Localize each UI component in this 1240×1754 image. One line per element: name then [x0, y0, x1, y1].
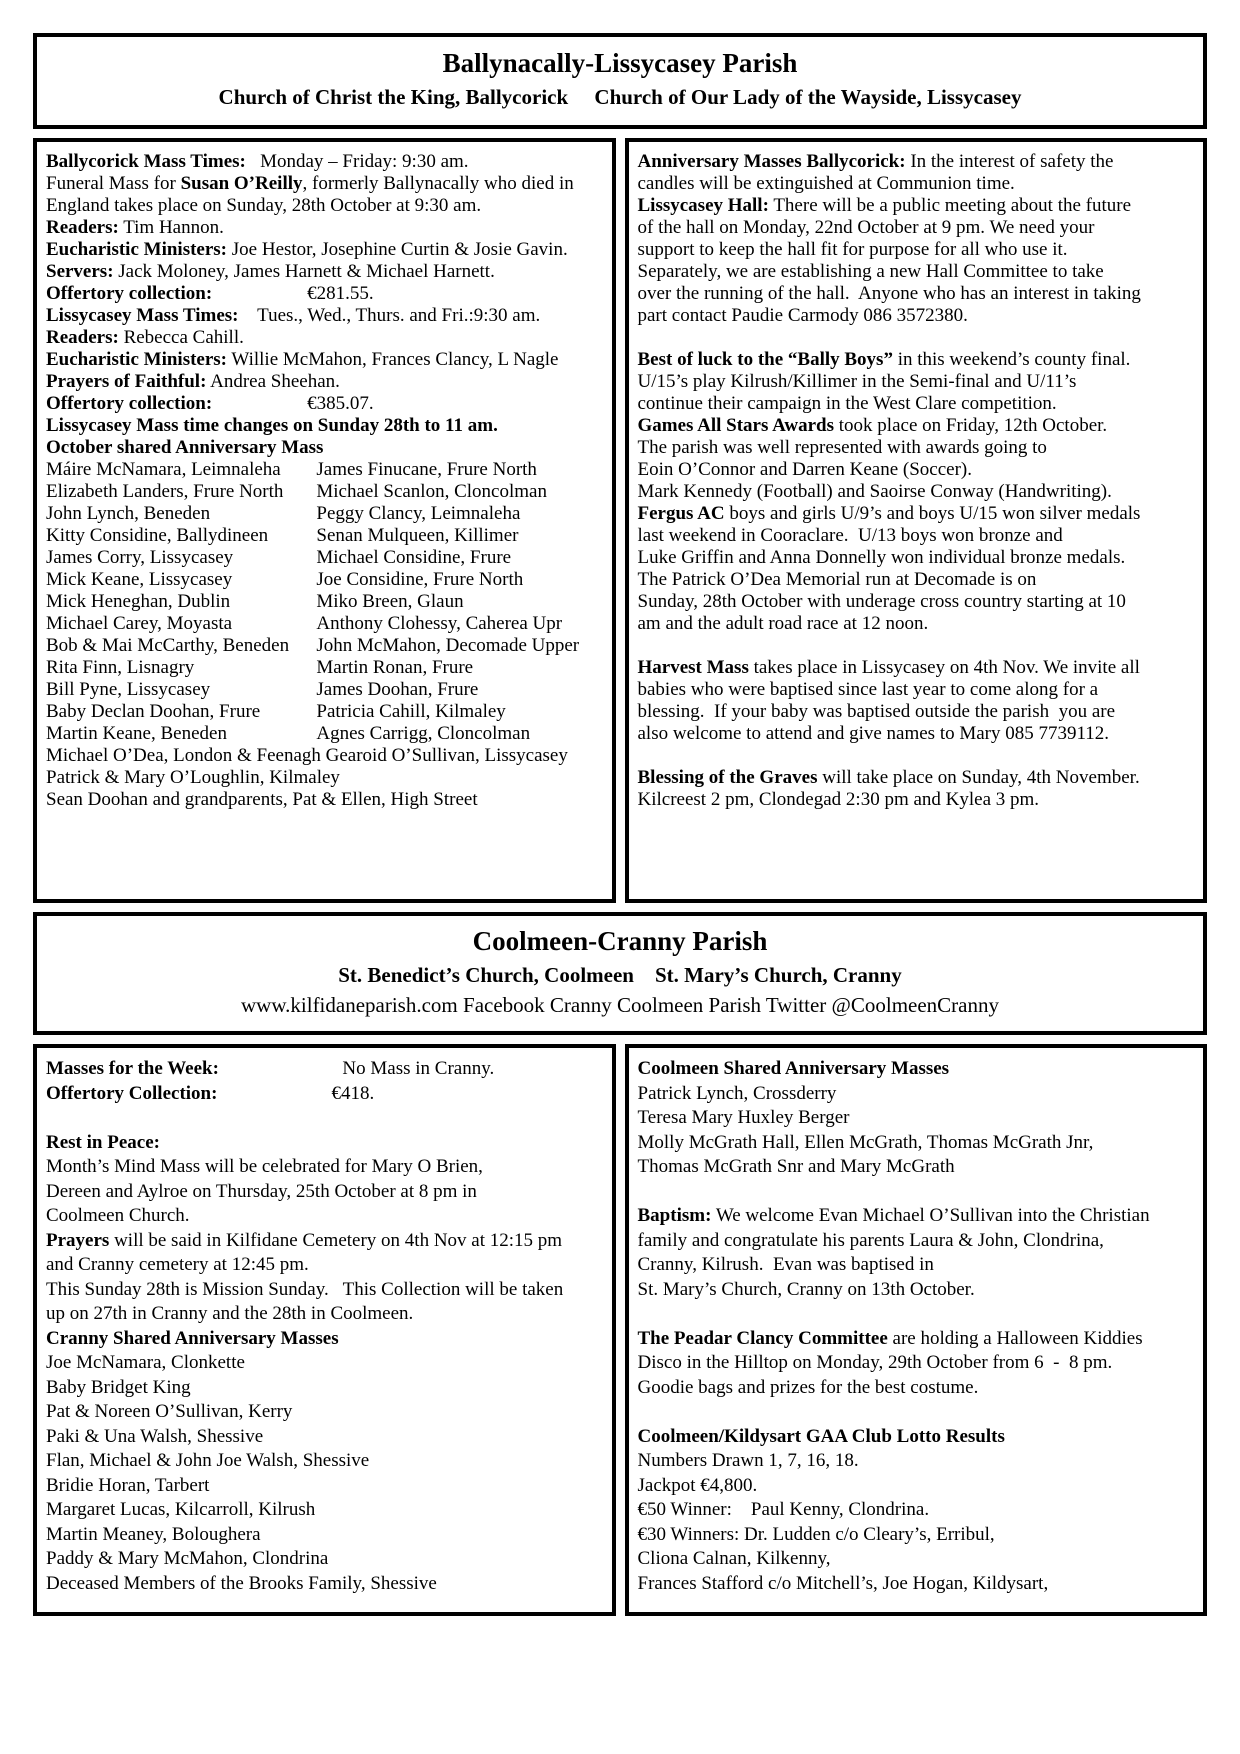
text-line: [638, 217, 1196, 239]
text-run: last weekend in Cooraclare. U/13 boys won bronze and: [637, 525, 1063, 547]
text-run: In the interest of safety the: [905, 151, 1114, 173]
text-run: Funeral Mass for: [46, 173, 181, 195]
text-run: No Mass in Cranny.: [218, 1058, 495, 1080]
text-line: [638, 789, 1196, 811]
text-line: [316, 723, 603, 745]
text-line: [46, 1204, 604, 1229]
text-line: [638, 679, 1196, 701]
text-run: Eoin O’Connor and Darren Keane (Soccer).: [637, 459, 972, 481]
text-run: Flan, Michael & John Joe Walsh, Shessive: [46, 1450, 370, 1472]
text-line: [638, 459, 1196, 481]
text-run: took place on Friday, 12th October.: [834, 415, 1108, 437]
text-line: [316, 591, 603, 613]
text-run: There will be a public meeting about the future: [768, 195, 1132, 217]
text-run: Pat & Noreen O’Sullivan, Kerry: [46, 1401, 293, 1423]
text-run: takes place in Lissycasey on 4th Nov. We invite all: [748, 657, 1140, 679]
text-line: [46, 569, 316, 591]
text-line: [638, 1449, 1196, 1474]
anniversary-names-col2: [316, 459, 603, 745]
text-line: [638, 239, 1196, 261]
text-run: Paddy & Mary McMahon, Clondrina: [46, 1548, 329, 1570]
text-run: Coolmeen Church.: [46, 1205, 190, 1227]
text-run: part contact Paudie Carmody 086 3572380.: [637, 305, 968, 327]
text-run: candles will be extinguished at Communion time.: [637, 173, 1015, 195]
text-line: [638, 305, 1196, 327]
text-run: blessing. If your baby was baptised outside the parish you are: [637, 701, 1116, 723]
text-line: [46, 261, 604, 283]
text-run: Monday – Friday: 9:30 am.: [245, 151, 469, 173]
text-run: Kilcreest 2 pm, Clondegad 2:30 pm and Kylea 3 pm.: [637, 789, 1040, 811]
text-line: [638, 503, 1196, 525]
text-run: will take place on Sunday, 4th November.: [817, 767, 1140, 789]
text-run: Michael Carey, Moyasta: [46, 613, 233, 635]
bold-text-run: Baptism:: [637, 1205, 712, 1227]
text-run: Patricia Cahill, Kilmaley: [316, 701, 506, 723]
text-run: Martin Ronan, Frure: [316, 657, 474, 679]
text-run: Peggy Clancy, Leimnaleha: [316, 503, 521, 525]
text-line: [316, 503, 603, 525]
text-line: [316, 701, 603, 723]
text-line: [638, 701, 1196, 723]
text-line: [638, 657, 1196, 679]
text-line: [46, 1180, 604, 1205]
text-line: [46, 217, 604, 239]
text-run: €418.: [217, 1082, 375, 1104]
bold-text-run: Coolmeen/Kildysart GAA Club Lotto Results: [637, 1425, 1005, 1447]
ballynacally-columns: [33, 138, 1207, 903]
text-line: [46, 1253, 604, 1278]
text-line: [638, 1327, 1196, 1352]
bold-text-run: The Peadar Clancy Committee: [637, 1327, 888, 1349]
text-line: [46, 151, 604, 173]
text-line: [638, 1302, 1196, 1327]
text-run: Kitty Considine, Ballydineen: [46, 525, 269, 547]
text-run: Senan Mulqueen, Killimer: [316, 525, 519, 547]
text-run: Mick Heneghan, Dublin: [46, 591, 231, 613]
parish1-churches: Church of Christ the King, Ballycorick Church of Our Lady of the Wayside, Lissycasey: [218, 84, 1022, 109]
bold-text-run: Lissycasey Mass Times:: [46, 305, 239, 327]
text-line: [638, 1376, 1196, 1401]
text-run: Jackpot €4,800.: [637, 1474, 758, 1496]
text-line: [638, 613, 1196, 635]
bold-text-run: Blessing of the Graves: [637, 767, 818, 789]
text-run: boys and girls U/9’s and boys U/15 won silver medals: [724, 503, 1141, 525]
text-run: of the hall on Monday, 22nd October at 9 pm. We need your: [637, 217, 1095, 239]
text-line: [46, 789, 604, 811]
text-run: €385.07.: [212, 393, 374, 415]
text-run: Dereen and Aylroe on Thursday, 25th October at 8 pm in: [46, 1180, 477, 1202]
text-run: The Patrick O’Dea Memorial run at Decomade is on: [637, 569, 1037, 591]
text-line: [638, 173, 1196, 195]
text-line: [316, 635, 603, 657]
text-line: [46, 1327, 604, 1352]
text-run: Jack Moloney, James Harnett & Michael Harnett.: [113, 261, 495, 283]
text-run: Rebecca Cahill.: [118, 327, 244, 349]
text-run: , formerly Ballynacally who died in: [302, 173, 574, 195]
text-run: Separately, we are establishing a new Hall Committee to take: [637, 261, 1104, 283]
text-line: [46, 1155, 604, 1180]
bold-text-run: Lissycasey Mass time changes on Sunday 28th to 11 am.: [46, 415, 498, 437]
parish2-web-line: www.kilfidaneparish.com Facebook Cranny Coolmeen Parish Twitter @CoolmeenCranny: [241, 993, 999, 1018]
text-line: [638, 1204, 1196, 1229]
text-run: €30 Winners: Dr. Ludden c/o Cleary’s, Erribul,: [637, 1523, 995, 1545]
text-run: Mark Kennedy (Football) and Saoirse Conway (Handwriting).: [637, 481, 1112, 503]
text-line: [46, 415, 604, 437]
text-line: [638, 1057, 1196, 1082]
anniversary-names-tail: [46, 745, 604, 811]
bold-text-run: Offertory Collection:: [46, 1082, 218, 1104]
bold-text-run: Fergus AC: [637, 503, 725, 525]
text-line: [46, 1229, 604, 1254]
bold-text-run: Coolmeen Shared Anniversary Masses: [637, 1058, 950, 1080]
text-line: [638, 1155, 1196, 1180]
text-line: [638, 1547, 1196, 1572]
text-line: [638, 1425, 1196, 1450]
text-line: [46, 1400, 604, 1425]
text-line: [46, 437, 604, 459]
text-line: [46, 1131, 604, 1156]
text-line: [638, 1253, 1196, 1278]
ballynacally-header-box: [33, 33, 1207, 129]
bold-text-run: October shared Anniversary Mass: [46, 437, 324, 459]
text-line: [638, 1498, 1196, 1523]
text-line: [46, 1425, 604, 1450]
text-line: [46, 723, 316, 745]
bold-text-run: Games All Stars Awards: [637, 415, 835, 437]
text-line: [46, 1278, 604, 1303]
text-run: Goodie bags and prizes for the best costume.: [637, 1376, 979, 1398]
bold-text-run: Readers:: [46, 217, 119, 239]
text-line: [46, 767, 604, 789]
coolmeen-header-box: [33, 912, 1207, 1035]
text-run: Bridie Horan, Tarbert: [46, 1474, 210, 1496]
text-run: Martin Keane, Beneden: [46, 723, 227, 745]
text-run: Patrick Lynch, Crossderry: [637, 1082, 837, 1104]
text-run: This Sunday 28th is Mission Sunday. This Collection will be taken: [46, 1278, 564, 1300]
coolmeen-left-column: [33, 1044, 616, 1616]
text-run: Willie McMahon, Frances Clancy, L Nagle: [227, 349, 559, 371]
text-line: [638, 1229, 1196, 1254]
text-run: Tues., Wed., Thurs. and Fri.:9:30 am.: [238, 305, 541, 327]
text-run: Bill Pyne, Lissycasey: [46, 679, 211, 701]
text-run: Elizabeth Landers, Frure North: [46, 481, 284, 503]
coolmeen-columns: [33, 1044, 1207, 1616]
text-line: [638, 591, 1196, 613]
text-run: €281.55.: [212, 283, 374, 305]
anniversary-names-col1: [46, 459, 316, 745]
text-run: England takes place on Sunday, 28th October at 9:30 am.: [46, 195, 482, 217]
text-run: are holding a Halloween Kiddies: [887, 1327, 1143, 1349]
mass-times-block: [46, 151, 604, 459]
text-line: [46, 1572, 604, 1597]
text-line: [46, 1082, 604, 1107]
text-run: Deceased Members of the Brooks Family, Shessive: [46, 1572, 437, 1594]
anniversary-names-columns: [46, 459, 604, 745]
text-line: [46, 657, 316, 679]
text-run: Disco in the Hilltop on Monday, 29th October from 6 - 8 pm.: [637, 1352, 1113, 1374]
text-line: [46, 591, 316, 613]
text-run: continue their campaign in the West Clare competition.: [637, 393, 1057, 415]
text-line: [638, 1351, 1196, 1376]
text-run: Michael Scanlon, Cloncolman: [316, 481, 547, 503]
bold-text-run: Rest in Peace:: [46, 1131, 160, 1153]
text-line: [638, 327, 1196, 349]
text-line: [638, 1278, 1196, 1303]
text-line: [638, 1400, 1196, 1425]
bold-text-run: Eucharistic Ministers:: [46, 349, 228, 371]
text-line: [46, 393, 604, 415]
text-run: Miko Breen, Glaun: [316, 591, 464, 613]
text-run: James Doohan, Frure: [316, 679, 479, 701]
bold-text-run: Offertory collection:: [46, 393, 213, 415]
text-run: Michael Considine, Frure: [316, 547, 512, 569]
text-line: [46, 1474, 604, 1499]
bold-text-run: Masses for the Week:: [46, 1058, 219, 1080]
bold-text-run: Harvest Mass: [637, 657, 749, 679]
text-line: [638, 437, 1196, 459]
text-line: [46, 349, 604, 371]
text-line: [46, 1449, 604, 1474]
text-line: [46, 1302, 604, 1327]
text-run: Mick Keane, Lissycasey: [46, 569, 233, 591]
text-line: [46, 1523, 604, 1548]
text-run: Month’s Mind Mass will be celebrated for Mary O Brien,: [46, 1156, 483, 1178]
text-line: [638, 1572, 1196, 1597]
text-run: Cliona Calnan, Kilkenny,: [637, 1548, 831, 1570]
text-run: U/15’s play Kilrush/Killimer in the Semi-final and U/11’s: [637, 371, 1077, 393]
text-line: [46, 371, 604, 393]
bold-text-run: Lissycasey Hall:: [637, 195, 769, 217]
parish2-title: Coolmeen-Cranny Parish: [472, 926, 768, 957]
text-run: also welcome to attend and give names to Mary 085 7739112.: [637, 723, 1110, 745]
text-run: Cranny, Kilrush. Evan was baptised in: [637, 1254, 934, 1276]
bold-text-run: Eucharistic Ministers:: [46, 239, 228, 261]
text-run: St. Mary’s Church, Cranny on 13th October.: [637, 1278, 975, 1300]
text-run: Máire McNamara, Leimnaleha: [46, 459, 281, 481]
text-line: [638, 151, 1196, 173]
text-line: [638, 1106, 1196, 1131]
coolmeen-right-column: [625, 1044, 1208, 1616]
text-line: [46, 459, 316, 481]
text-line: [638, 393, 1196, 415]
text-line: [46, 1351, 604, 1376]
bold-text-run: Ballycorick Mass Times:: [46, 151, 246, 173]
text-line: [638, 349, 1196, 371]
text-run: Frances Stafford c/o Mitchell’s, Joe Hogan, Kildysart,: [637, 1572, 1049, 1594]
text-line: [638, 1180, 1196, 1205]
text-line: [46, 1376, 604, 1401]
text-run: and Cranny cemetery at 12:45 pm.: [46, 1254, 309, 1276]
text-run: Molly McGrath Hall, Ellen McGrath, Thomas McGrath Jnr,: [637, 1131, 1094, 1153]
text-line: [316, 613, 603, 635]
text-line: [638, 745, 1196, 767]
text-line: [638, 1131, 1196, 1156]
text-line: [638, 481, 1196, 503]
text-line: [316, 481, 603, 503]
text-line: [638, 525, 1196, 547]
text-line: [46, 239, 604, 261]
text-line: [316, 525, 603, 547]
text-line: [316, 657, 603, 679]
text-line: [46, 613, 316, 635]
text-run: Sunday, 28th October with underage cross country starting at 10: [637, 591, 1126, 613]
text-run: €50 Winner: Paul Kenny, Clondrina.: [637, 1499, 930, 1521]
text-line: [46, 327, 604, 349]
text-run: Teresa Mary Huxley Berger: [637, 1107, 850, 1129]
text-run: Tim Hannon.: [118, 217, 224, 239]
text-run: We welcome Evan Michael O’Sullivan into the Christian: [711, 1205, 1150, 1227]
text-line: [316, 569, 603, 591]
text-line: [638, 283, 1196, 305]
bold-text-run: Best of luck to the “Bally Boys”: [637, 349, 893, 371]
text-line: [46, 1498, 604, 1523]
text-line: [46, 283, 604, 305]
text-run: up on 27th in Cranny and the 28th in Coolmeen.: [46, 1303, 414, 1325]
text-run: Baby Bridget King: [46, 1376, 191, 1398]
text-line: [638, 723, 1196, 745]
text-line: [638, 261, 1196, 283]
text-line: [638, 1474, 1196, 1499]
text-line: [316, 547, 603, 569]
text-line: [46, 745, 604, 767]
bold-text-run: Susan O’Reilly: [180, 173, 303, 195]
ballynacally-notices-block: [638, 151, 1196, 811]
bold-text-run: Readers:: [46, 327, 119, 349]
text-run: Joe McNamara, Clonkette: [46, 1352, 245, 1374]
text-run: over the running of the hall. Anyone who has an interest in taking: [637, 283, 1141, 305]
bold-text-run: Servers:: [46, 261, 114, 283]
text-run: babies who were baptised since last year to come along for a: [637, 679, 1099, 701]
text-run: support to keep the hall fit for purpose for all who use it.: [637, 239, 1068, 261]
text-run: Bob & Mai McCarthy, Beneden: [46, 635, 290, 657]
parish1-title: Ballynacally-Lissycasey Parish: [442, 48, 798, 78]
text-run: The parish was well represented with awards going to: [637, 437, 1047, 459]
text-run: Martin Meaney, Boloughera: [46, 1523, 261, 1545]
text-line: [638, 371, 1196, 393]
text-run: Margaret Lucas, Kilcarroll, Kilrush: [46, 1499, 316, 1521]
text-run: John McMahon, Decomade Upper: [316, 635, 580, 657]
text-run: Paki & Una Walsh, Shessive: [46, 1425, 264, 1447]
text-line: [316, 679, 603, 701]
text-run: Sean Doohan and grandparents, Pat & Ellen, High Street: [46, 789, 478, 811]
text-line: [46, 525, 316, 547]
bold-text-run: Cranny Shared Anniversary Masses: [46, 1327, 339, 1349]
text-line: [638, 569, 1196, 591]
text-line: [638, 767, 1196, 789]
text-line: [46, 305, 604, 327]
text-run: am and the adult road race at 12 noon.: [637, 613, 929, 635]
text-line: [46, 1106, 604, 1131]
text-run: Rita Finn, Lisnagry: [46, 657, 195, 679]
text-run: will be said in Kilfidane Cemetery on 4th Nov at 12:15 pm: [109, 1229, 563, 1251]
text-run: Anthony Clohessy, Caherea Upr: [316, 613, 563, 635]
text-run: James Corry, Lissycasey: [46, 547, 234, 569]
text-run: Patrick & Mary O’Loughlin, Kilmaley: [46, 767, 340, 789]
text-run: family and congratulate his parents Laura & John, Clondrina,: [637, 1229, 1104, 1251]
text-run: Luke Griffin and Anna Donnelly won individual bronze medals.: [637, 547, 1126, 569]
text-line: [46, 503, 316, 525]
text-line: [46, 701, 316, 723]
text-line: [46, 481, 316, 503]
bold-text-run: Prayers of Faithful:: [46, 371, 207, 393]
text-run: Numbers Drawn 1, 7, 16, 18.: [637, 1450, 859, 1472]
text-line: [46, 635, 316, 657]
text-line: [638, 547, 1196, 569]
text-line: [316, 459, 603, 481]
text-line: [638, 415, 1196, 437]
text-line: [46, 1547, 604, 1572]
text-line: [46, 195, 604, 217]
ballynacally-right-column: [625, 138, 1208, 903]
text-run: Joe Hestor, Josephine Curtin & Josie Gavin.: [227, 239, 568, 261]
bold-text-run: Offertory collection:: [46, 283, 213, 305]
text-run: Michael O’Dea, London & Feenagh Gearoid O’Sullivan, Lissycasey: [46, 745, 568, 767]
text-line: [638, 1523, 1196, 1548]
text-line: [638, 1082, 1196, 1107]
text-line: [638, 635, 1196, 657]
ballynacally-left-column: [33, 138, 616, 903]
text-run: Andrea Sheehan.: [206, 371, 340, 393]
text-run: Agnes Carrigg, Cloncolman: [316, 723, 531, 745]
text-run: James Finucane, Frure North: [316, 459, 537, 481]
text-line: [46, 547, 316, 569]
text-run: Thomas McGrath Snr and Mary McGrath: [637, 1156, 955, 1178]
text-line: [46, 1057, 604, 1082]
text-line: [46, 679, 316, 701]
text-run: in this weekend’s county final.: [892, 349, 1131, 371]
parish2-churches: St. Benedict’s Church, Coolmeen St. Mary’s Church, Cranny: [338, 962, 902, 987]
text-run: John Lynch, Beneden: [46, 503, 211, 525]
text-line: [46, 173, 604, 195]
bold-text-run: Prayers: [46, 1229, 110, 1251]
text-line: [638, 195, 1196, 217]
text-run: Baby Declan Doohan, Frure: [46, 701, 261, 723]
bold-text-run: Anniversary Masses Ballycorick:: [637, 151, 906, 173]
text-run: Joe Considine, Frure North: [316, 569, 524, 591]
